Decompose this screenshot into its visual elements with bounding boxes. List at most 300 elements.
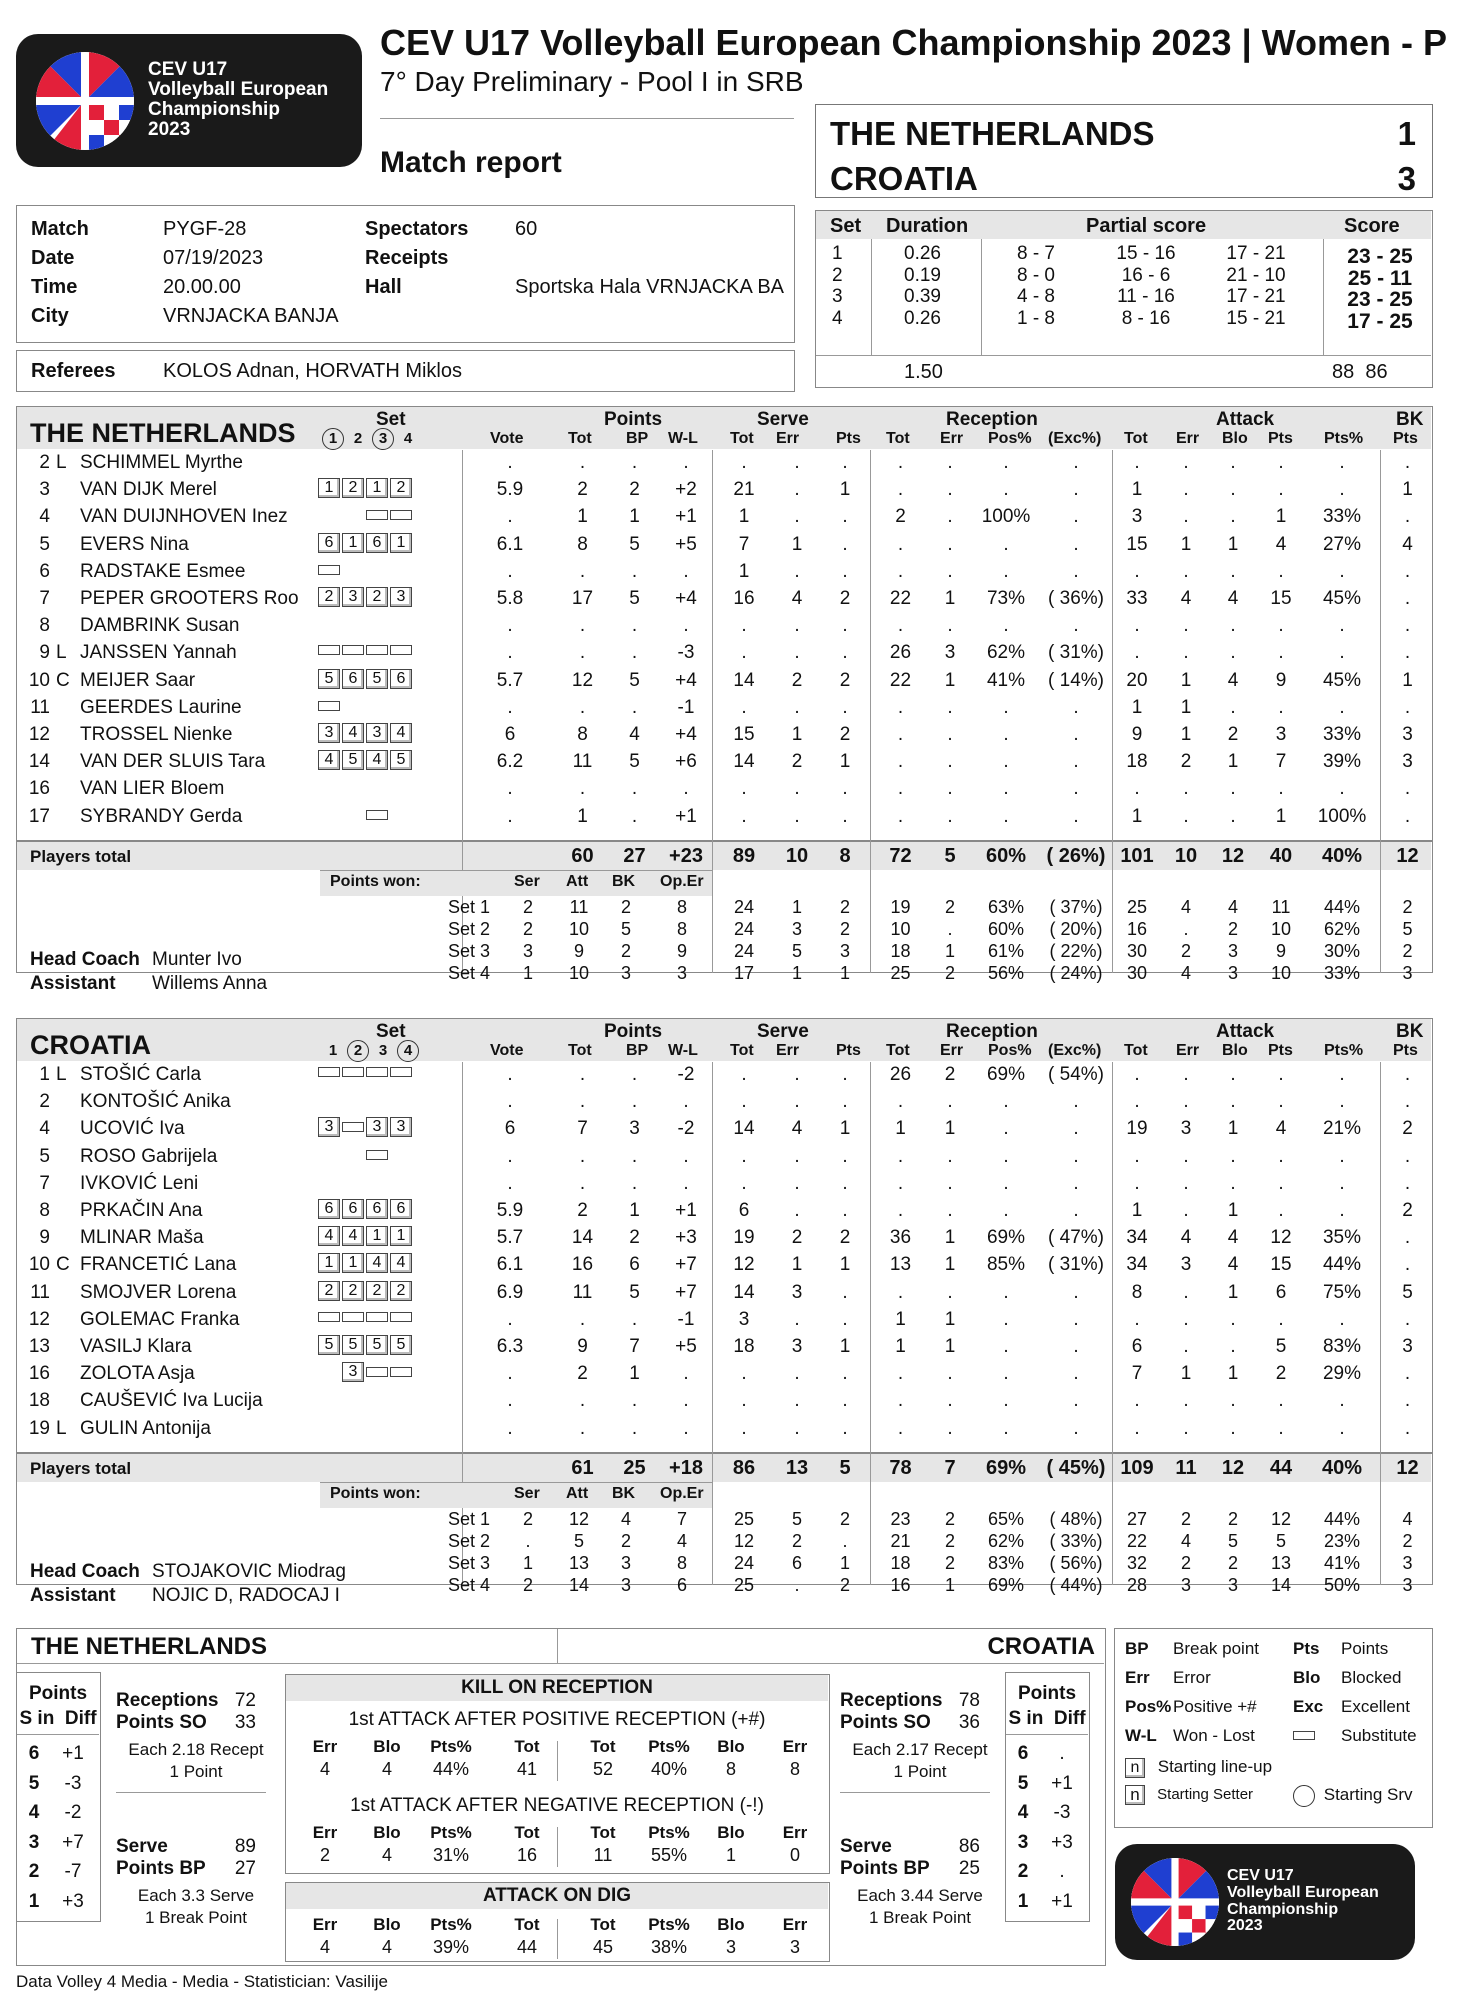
stat-rp: 73% [986, 588, 1026, 609]
stat-rp: . [1003, 751, 1009, 773]
player-name: VASILJ Klara [80, 1336, 192, 1357]
stat-ae: 2 [1180, 751, 1192, 773]
starting-position-marker: 2 [318, 1281, 340, 1301]
starting-position-marker: 3 [318, 723, 340, 743]
result-team-a: THE NETHERLANDS [830, 115, 1155, 152]
rotation-diff: +1 [1051, 1772, 1073, 1794]
stat-ap: . [1278, 1091, 1284, 1113]
stat-rt: . [897, 1091, 904, 1113]
grid-value: 8 [725, 1759, 736, 1779]
footer-credit: Data Volley 4 Media - Media - Statistician: Vasilije [16, 1972, 388, 1991]
each-break-point: 1 Break Point [144, 1908, 248, 1927]
starting-position-marker: 1 [390, 533, 412, 553]
stat-apc: . [1339, 1064, 1345, 1085]
stat-ae: . [1183, 479, 1189, 501]
rot-sin-label: S in Diff [19, 1708, 97, 1729]
stat-ap: 2 [1275, 1363, 1287, 1385]
stat-se: . [794, 1308, 800, 1330]
rec-divider [840, 1792, 990, 1793]
starting-position-marker: 4 [366, 750, 388, 770]
grid-header: Blo [717, 1737, 745, 1756]
substitute-marker [390, 645, 412, 655]
grid-header: Err [782, 1737, 808, 1756]
stat-sp: 2 [839, 588, 851, 609]
col-err-header: Err [1176, 430, 1200, 447]
stat-at: 15 [1126, 533, 1148, 555]
stat-wl: +4 [675, 588, 697, 609]
starting-position-marker: 1 [390, 1226, 412, 1246]
starting-position-marker: 2 [342, 1281, 364, 1301]
per-set-att: 14 [568, 1574, 590, 1595]
per-set-bk: 4 [620, 1508, 631, 1529]
set-number-marker: 2 [353, 430, 363, 447]
stat-v: . [507, 805, 513, 827]
per-set-ap: 10 [1270, 918, 1292, 939]
so-label: Points SO [116, 1712, 207, 1733]
substitute-marker [366, 510, 388, 520]
stat-ae: . [1183, 1390, 1189, 1412]
stat-ab: . [1230, 1145, 1236, 1167]
starting-position-marker: 2 [390, 478, 412, 498]
empty-marker [342, 1172, 364, 1192]
stat-apc: 39% [1322, 751, 1362, 773]
stat-st: 14 [733, 1281, 755, 1303]
empty-marker [318, 614, 340, 634]
stat-ae: 3 [1180, 1118, 1192, 1140]
starting-position-marker: 1 [318, 478, 340, 498]
empty-marker [366, 1417, 388, 1437]
stat-ab: . [1230, 560, 1236, 582]
per-set-ser: 3 [522, 940, 533, 961]
starting-position-marker: 5 [342, 750, 364, 770]
stat-se: 1 [791, 533, 803, 555]
stat-se: 2 [791, 751, 803, 773]
total-at: 101 [1120, 844, 1154, 867]
player-set-markers [318, 1253, 414, 1273]
starting-position-marker: 3 [342, 587, 364, 607]
player-number: 16 [28, 778, 50, 800]
stat-wl: . [683, 1363, 689, 1385]
column-divider [1380, 450, 1381, 841]
substitute-marker [390, 510, 412, 520]
grid-value: 31% [432, 1845, 470, 1865]
player-set-markers [318, 1063, 414, 1081]
stat-apc: . [1339, 642, 1345, 664]
pw-bk-header: BK [612, 872, 636, 890]
spectators-value: 60 [515, 218, 538, 240]
stat-apc: 45% [1322, 669, 1362, 691]
rotation-diff: -3 [64, 1772, 82, 1794]
each-point: 1 Point [893, 1762, 947, 1781]
player-set-markers [318, 1281, 414, 1301]
per-set-ae: 2 [1180, 1552, 1191, 1573]
stat-sp: . [842, 1091, 848, 1113]
stat-st: . [741, 1064, 747, 1085]
city-value: VRNJACKA BANJA [163, 305, 339, 327]
starting-position-marker: 1 [318, 1253, 340, 1273]
stat-pt: 7 [577, 1118, 588, 1140]
starting-position-marker: 3 [318, 1117, 340, 1137]
per-set-ae: 4 [1180, 1530, 1191, 1551]
stat-rt: 22 [889, 588, 912, 609]
stat-st: 14 [733, 1118, 755, 1140]
championship-logo [16, 34, 362, 167]
set-numbers [322, 1040, 422, 1062]
stat-bk: . [1404, 1091, 1411, 1113]
stat-se: 4 [791, 1118, 803, 1140]
stat-rt: 13 [889, 1254, 912, 1276]
substitute-marker [342, 645, 364, 655]
stat-ap: . [1278, 615, 1284, 637]
stat-sp: . [842, 778, 848, 800]
stat-re: . [947, 778, 953, 800]
stat-bk: 1 [1402, 669, 1413, 691]
stat-rx: . [1073, 479, 1079, 501]
stat-at: 1 [1131, 696, 1143, 718]
total-at: 109 [1120, 1456, 1154, 1479]
legend-text: Positive +# [1173, 1697, 1257, 1716]
total-pt: 60 [571, 844, 594, 867]
legend-text: Blocked [1341, 1668, 1402, 1687]
per-set-rp: 69% [987, 1574, 1025, 1595]
stat-apc: 35% [1322, 1227, 1362, 1249]
starting-position-marker: 5 [366, 1335, 388, 1355]
pw-att-header: Att [566, 1484, 589, 1502]
reception-header: Reception [946, 409, 1038, 430]
hall-label: Hall [365, 276, 402, 298]
empty-marker [390, 451, 412, 471]
starting-position-marker: 5 [318, 1335, 340, 1355]
stat-wl: +5 [675, 533, 697, 555]
stat-se: 2 [791, 669, 803, 691]
per-set-ae: 4 [1180, 962, 1191, 983]
stat-ap: 12 [1270, 1227, 1292, 1249]
per-set-rx: ( 48%) [1049, 1508, 1103, 1529]
stat-se: . [794, 452, 800, 473]
stat-rt: . [897, 1200, 904, 1221]
per-set-rx: ( 24%) [1049, 962, 1103, 983]
per-set-bk: 3 [1402, 1574, 1413, 1595]
starting-position-marker: 6 [366, 533, 388, 553]
per-set-rp: 62% [987, 1530, 1025, 1551]
stat-rx: . [1073, 1091, 1079, 1113]
stat-rp: . [1003, 805, 1009, 827]
stat-pt: . [579, 615, 586, 637]
stat-at: 1 [1131, 1200, 1143, 1221]
per-set-apc: 33% [1323, 962, 1361, 983]
total-st: 89 [732, 844, 756, 867]
total-ap: 40 [1269, 844, 1293, 867]
spectators-label: Spectators [365, 218, 469, 240]
stat-re: 1 [944, 1118, 956, 1140]
starting-position-marker: 3 [390, 1117, 412, 1137]
stat-v: . [507, 642, 513, 664]
stat-ap: 15 [1270, 588, 1292, 609]
column-divider [462, 450, 463, 841]
stat-re: . [947, 1172, 953, 1194]
per-set-at: 27 [1126, 1508, 1148, 1529]
player-number: 16 [28, 1363, 50, 1385]
per-set-st: 25 [733, 1574, 755, 1595]
total-apc: 40% [1321, 844, 1363, 867]
stat-apc: 29% [1322, 1363, 1362, 1385]
starting-position-marker: 3 [366, 1117, 388, 1137]
stat-pt: 2 [577, 479, 588, 501]
per-set-op: 9 [676, 940, 687, 961]
rec-label: Receptions [116, 1690, 219, 1711]
empty-marker [342, 1145, 364, 1165]
stat-ap: 15 [1270, 1254, 1292, 1276]
pw-ser-header: Ser [514, 1484, 540, 1502]
column-divider [712, 1453, 713, 1585]
stat-bp: 1 [629, 1200, 640, 1221]
stat-rp: . [1003, 778, 1009, 800]
stat-ae: . [1183, 1200, 1189, 1221]
player-name: KONTOŠIĆ Anika [80, 1091, 231, 1113]
grid-value: 40% [650, 1759, 688, 1779]
player-name: PRKAČIN Ana [80, 1200, 203, 1221]
col-exc-header: (Exc%) [1048, 430, 1102, 447]
grid-header: Tot [514, 1737, 540, 1756]
assistant-label: Assistant [30, 1584, 116, 1606]
stat-bp: . [631, 805, 638, 827]
stat-re: . [947, 1200, 953, 1221]
empty-marker [318, 777, 340, 797]
left-rotation-box [16, 1672, 101, 1922]
stat-ae: . [1183, 506, 1189, 528]
player-number: 9 [39, 642, 50, 664]
set-header: Set [376, 1021, 406, 1042]
set-number: 3 [832, 286, 843, 307]
stat-sp: . [842, 1417, 848, 1439]
empty-marker [366, 1090, 388, 1110]
stat-se: . [794, 805, 800, 827]
player-set-markers [318, 587, 414, 607]
stat-re: . [947, 479, 953, 501]
per-set-rt: 16 [890, 1574, 911, 1595]
player-set-markers [318, 777, 414, 797]
neg-title: 1st ATTACK AFTER NEGATIVE RECEPTION (-!) [350, 1795, 764, 1816]
grid-value: 16 [516, 1845, 538, 1865]
per-set-ab: 2 [1227, 918, 1238, 939]
total-bp: 25 [623, 1456, 646, 1479]
stat-ap: . [1278, 1145, 1284, 1167]
bp-value: 27 [234, 1858, 256, 1879]
set-number-marker: 3 [378, 1042, 388, 1059]
stat-bp: 7 [629, 1336, 640, 1357]
per-set-se: 3 [791, 918, 802, 939]
result-box [815, 104, 1433, 198]
grid-value: 39% [432, 1937, 470, 1957]
per-set-sp: 3 [839, 940, 850, 961]
stat-rt: 36 [889, 1227, 912, 1249]
col-tot-header: Tot [568, 1042, 592, 1059]
per-set-att: 10 [568, 962, 590, 983]
stat-ae: . [1183, 560, 1189, 582]
stat-rx: . [1073, 1308, 1079, 1330]
substitute-marker [318, 701, 340, 711]
player-name: DAMBRINK Susan [80, 615, 240, 637]
per-set-label: Set 1 [447, 896, 490, 917]
stat-rp: . [1003, 452, 1009, 473]
substitute-marker [390, 1367, 412, 1377]
grid-header: Pts% [648, 1737, 690, 1756]
per-set-ae: 4 [1180, 896, 1191, 917]
stat-v: . [507, 1390, 513, 1412]
starting-position-marker: 5 [342, 1335, 364, 1355]
per-set-bk: 3 [1402, 962, 1413, 983]
bk-header: BK [1396, 1021, 1424, 1042]
pw-att-header: Att [566, 872, 589, 890]
per-set-re: 2 [944, 1508, 955, 1529]
per-set-ser: 2 [522, 1508, 533, 1529]
stat-rt: . [897, 1417, 904, 1439]
stat-wl: . [683, 1091, 689, 1113]
col-wl-header: W-L [668, 1042, 698, 1059]
player-number: 5 [39, 533, 50, 555]
reception-header: Reception [946, 1021, 1038, 1042]
starting-position-marker: 6 [318, 1199, 340, 1219]
player-name: VAN LIER Bloem [80, 778, 225, 800]
rotation-number: 3 [1017, 1831, 1029, 1853]
set-number-marker: 4 [397, 1040, 419, 1062]
player-number: 10 [28, 1254, 50, 1276]
stat-pt: 1 [577, 805, 588, 827]
column-divider [870, 841, 871, 973]
per-set-st: 24 [733, 918, 755, 939]
stat-wl: +7 [675, 1254, 697, 1276]
player-name: SMOJVER Lorena [80, 1281, 237, 1303]
partial-score: 11 - 16 [1117, 286, 1175, 307]
stat-ap: 1 [1275, 506, 1287, 528]
starting-position-marker: 1 [342, 533, 364, 553]
stat-ae: . [1183, 778, 1189, 800]
attack-header: Attack [1216, 409, 1275, 430]
result-sets-a: 1 [1397, 115, 1416, 152]
stat-ab: . [1230, 1390, 1236, 1412]
stat-apc: 27% [1322, 533, 1362, 555]
col-vote-header: Vote [490, 1042, 524, 1059]
per-set-rp: 60% [987, 918, 1025, 939]
player-number: 13 [28, 1336, 50, 1357]
rotation-diff: +1 [62, 1743, 84, 1764]
starting-position-marker: 2 [390, 1281, 412, 1301]
stat-st: 15 [733, 724, 755, 745]
set-header: Set [376, 409, 406, 430]
stat-re: . [947, 533, 953, 555]
partial-score: 8 - 7 [1016, 243, 1056, 264]
total-re: 5 [944, 844, 956, 867]
player-set-markers [318, 750, 414, 770]
assistant-label: Assistant [30, 972, 116, 994]
stat-bk: . [1404, 1417, 1411, 1439]
player-number: 11 [30, 1281, 50, 1303]
stat-v: 5.7 [496, 1227, 524, 1249]
legend-text: Excellent [1341, 1697, 1410, 1716]
rotation-number: 4 [28, 1802, 40, 1823]
stat-ab: . [1230, 1308, 1236, 1330]
total-rx: ( 45%) [1046, 1456, 1106, 1479]
head-coach-label: Head Coach [30, 948, 140, 970]
col-ptsp-header: Pts% [1324, 430, 1364, 447]
empty-marker [318, 1362, 340, 1382]
stat-ab: . [1230, 506, 1236, 528]
stat-pt: . [579, 778, 586, 800]
per-set-label: Set 2 [447, 1530, 490, 1551]
rotation-number: 1 [28, 1890, 40, 1912]
stat-se: 2 [791, 1227, 803, 1249]
starting-position-marker: 5 [366, 669, 388, 689]
stat-wl: . [683, 1417, 689, 1439]
total-ap: 44 [1269, 1456, 1293, 1479]
stat-rt: 2 [895, 506, 906, 528]
empty-marker [390, 560, 412, 580]
player-set-markers [318, 533, 414, 553]
stat-pt: 8 [577, 724, 588, 745]
stat-sp: . [842, 642, 848, 664]
pw-op-header: Op.Er [660, 872, 704, 890]
column-divider [1380, 841, 1381, 973]
player-name: VAN DER SLUIS Tara [80, 751, 266, 773]
summary-team-a: THE NETHERLANDS [31, 1633, 268, 1660]
player-number: 7 [39, 1172, 50, 1194]
stat-rx: . [1073, 778, 1079, 800]
stat-rp: 41% [986, 669, 1026, 691]
stat-rt: . [897, 724, 904, 745]
rotation-diff: . [1059, 1743, 1065, 1764]
col-exc-header: (Exc%) [1048, 1042, 1102, 1059]
player-set-markers [318, 560, 414, 580]
stat-se: 3 [791, 1281, 803, 1303]
stat-ap: . [1278, 778, 1284, 800]
each-break-point: 1 Break Point [868, 1908, 972, 1927]
rotation-diff: +3 [62, 1890, 84, 1912]
per-set-st: 25 [733, 1508, 755, 1529]
stat-ab: 1 [1227, 1118, 1239, 1140]
stat-rx: ( 36%) [1048, 588, 1104, 609]
receipts-label: Receipts [365, 247, 449, 269]
stat-ab: 4 [1227, 588, 1239, 609]
player-number: 4 [39, 506, 50, 528]
stat-st: 1 [738, 506, 750, 528]
grid-value: 38% [650, 1937, 688, 1957]
stat-ap: 5 [1275, 1336, 1287, 1357]
stat-pt: . [579, 696, 586, 718]
player-role: C [56, 1254, 70, 1276]
grid-value: 4 [319, 1759, 330, 1779]
stat-pt: . [579, 560, 586, 582]
stat-rp: . [1003, 1336, 1009, 1357]
grid-header: Tot [590, 1823, 616, 1842]
player-name: CAUŠEVIĆ Iva Lucija [80, 1390, 263, 1412]
head-coach-label: Head Coach [30, 1560, 140, 1582]
starting-position-marker: 6 [366, 1199, 388, 1219]
stat-re: 1 [944, 1254, 956, 1276]
pw-op-header: Op.Er [660, 1484, 704, 1502]
col-bp-header: BP [626, 1042, 649, 1059]
stat-ab: . [1230, 1336, 1236, 1357]
points-won-label: Points won: [330, 872, 421, 890]
stat-apc: . [1339, 1172, 1345, 1194]
stat-ap: . [1278, 696, 1284, 718]
stat-ap: 4 [1275, 1118, 1287, 1140]
right-rotation-box [1005, 1672, 1090, 1922]
stat-rt: . [897, 1281, 904, 1303]
player-set-markers [318, 478, 414, 498]
pos-title: 1st ATTACK AFTER POSITIVE RECEPTION (+#) [348, 1709, 766, 1730]
col-err-header: Err [776, 430, 800, 447]
stat-rx: . [1073, 560, 1079, 582]
